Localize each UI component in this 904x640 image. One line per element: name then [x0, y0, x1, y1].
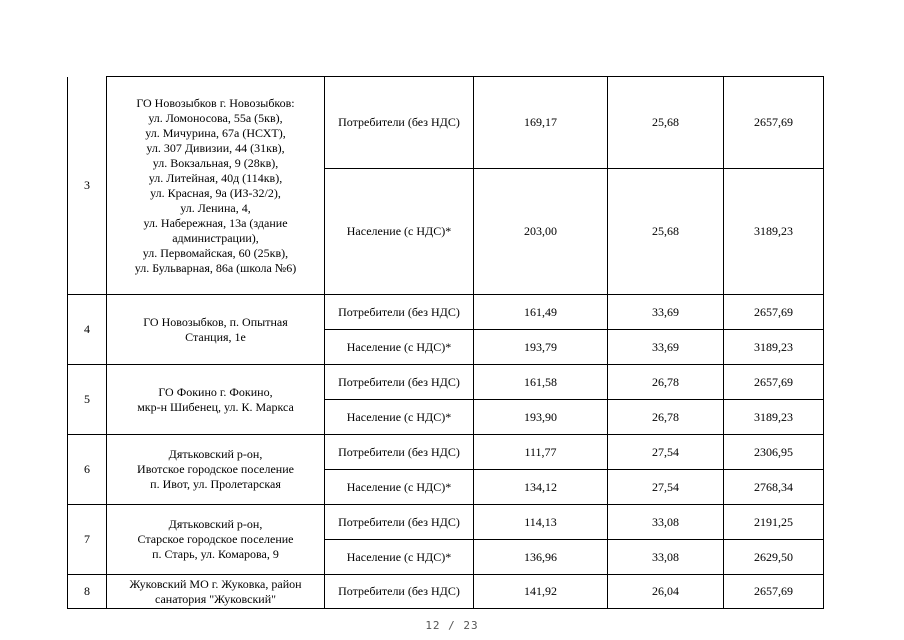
address-cell [107, 575, 325, 609]
address-cell [107, 365, 325, 435]
tariff-value-1-cell: 193,79 [474, 330, 608, 365]
tariff-value-2-cell: 33,08 [608, 505, 724, 540]
address-line: п. Ивот, ул. Пролетарская [150, 477, 281, 491]
tariff-value-2-cell: 33,08 [608, 540, 724, 575]
tariff-value-1-cell: 141,92 [474, 575, 608, 609]
address-line: Станция, 1е [185, 329, 246, 344]
table-row [68, 505, 824, 540]
consumer-category-cell: Потребители (без НДС) [325, 295, 474, 330]
address-cell [107, 435, 325, 505]
tariff-value-3-cell: 2657,69 [724, 295, 824, 330]
address-cell [107, 505, 325, 575]
address-line: ГО Новозыбков, п. Опытная [143, 314, 288, 329]
consumer-category-cell: Потребители (без НДС) [325, 505, 474, 540]
address-line: п. Старь, ул. Комарова, 9 [152, 547, 279, 561]
consumer-category-cell: Население (с НДС)* [325, 330, 474, 365]
table-row [68, 435, 824, 470]
tariff-value-1-cell: 169,17 [474, 77, 608, 169]
consumer-category-cell: Потребители (без НДС) [325, 575, 474, 609]
tariff-table [67, 76, 824, 609]
consumer-category-cell: Население (с НДС)* [325, 169, 474, 295]
tariff-value-2-cell: 26,78 [608, 400, 724, 435]
row-number-cell: 7 [68, 505, 107, 575]
tariff-value-3-cell: 2629,50 [724, 540, 824, 575]
address-line: ул. Набережная, 13а (здание [143, 215, 288, 230]
tariff-value-2-cell: 33,69 [608, 295, 724, 330]
tariff-value-1-cell: 161,58 [474, 365, 608, 400]
address-line: Дятьковский р-он, [168, 517, 263, 531]
address-cell [107, 77, 325, 295]
tariff-value-3-cell: 2306,95 [724, 435, 824, 470]
address-line: Дятьковский р-он, [168, 447, 263, 461]
row-number-cell: 5 [68, 365, 107, 435]
tariff-value-2-cell: 25,68 [608, 169, 724, 295]
table-row [68, 77, 824, 169]
address-line: Жуковский МО г. Жуковка, район [129, 576, 302, 591]
consumer-category-cell: Население (с НДС)* [325, 470, 474, 505]
address-line: ул. Красная, 9а (ИЗ-32/2), [150, 185, 281, 200]
tariff-value-3-cell: 2768,34 [724, 470, 824, 505]
address-cell [107, 295, 325, 365]
tariff-value-2-cell: 33,69 [608, 330, 724, 365]
address-line: ул. Первомайская, 60 (25кв), [142, 245, 289, 260]
table-row [68, 575, 824, 609]
row-number-cell: 4 [68, 295, 107, 365]
tariff-value-3-cell: 2657,69 [724, 77, 824, 169]
tariff-value-3-cell: 2191,25 [724, 505, 824, 540]
address-line: ул. Мичурина, 67а (НСХТ), [145, 125, 286, 140]
tariff-value-3-cell: 3189,23 [724, 400, 824, 435]
address-line: ул. 307 Дивизии, 44 (31кв), [146, 140, 285, 155]
consumer-category-cell: Потребители (без НДС) [325, 77, 474, 169]
tariff-value-2-cell: 25,68 [608, 77, 724, 169]
address-line: ул. Литейная, 40д (114кв), [148, 170, 283, 185]
address-line: ГО Новозыбков г. Новозыбков: [136, 95, 295, 110]
tariff-value-1-cell: 134,12 [474, 470, 608, 505]
address-line: мкр-н Шибенец, ул. К. Маркса [137, 399, 294, 414]
tariff-value-1-cell: 203,00 [474, 169, 608, 295]
address-line: ул. Вокзальная, 9 (28кв), [152, 155, 279, 170]
address-line: ул. Ленина, 4, [180, 200, 251, 215]
tariff-value-1-cell: 114,13 [474, 505, 608, 540]
tariff-value-2-cell: 26,78 [608, 365, 724, 400]
address-line: Старское городское поселение [137, 532, 294, 546]
consumer-category-cell: Потребители (без НДС) [325, 365, 474, 400]
address-line: администрации), [172, 230, 259, 245]
address-line: Ивотское городское поселение [137, 462, 294, 476]
tariff-value-1-cell: 136,96 [474, 540, 608, 575]
tariff-value-1-cell: 193,90 [474, 400, 608, 435]
consumer-category-cell: Население (с НДС)* [325, 540, 474, 575]
tariff-table-body [68, 77, 824, 609]
consumer-category-cell: Потребители (без НДС) [325, 435, 474, 470]
address-line: ГО Фокино г. Фокино, [158, 384, 273, 399]
tariff-value-3-cell: 2657,69 [724, 365, 824, 400]
row-number-cell: 3 [68, 77, 107, 295]
tariff-value-2-cell: 27,54 [608, 435, 724, 470]
consumer-category-cell: Население (с НДС)* [325, 400, 474, 435]
tariff-value-2-cell: 26,04 [608, 575, 724, 609]
page-indicator: 12 / 23 [425, 619, 479, 632]
table-row [68, 295, 824, 330]
tariff-value-1-cell: 161,49 [474, 295, 608, 330]
address-line: санатория "Жуковский" [154, 591, 277, 606]
table-row [68, 365, 824, 400]
row-number-cell: 8 [68, 575, 107, 609]
address-line: ул. Бульварная, 86а (школа №6) [134, 260, 297, 275]
tariff-value-3-cell: 3189,23 [724, 330, 824, 365]
tariff-value-3-cell: 3189,23 [724, 169, 824, 295]
tariff-value-3-cell: 2657,69 [724, 575, 824, 609]
address-line: ул. Ломоносова, 55а (5кв), [148, 110, 283, 125]
tariff-value-2-cell: 27,54 [608, 470, 724, 505]
row-number-cell: 6 [68, 435, 107, 505]
tariff-value-1-cell: 111,77 [474, 435, 608, 470]
